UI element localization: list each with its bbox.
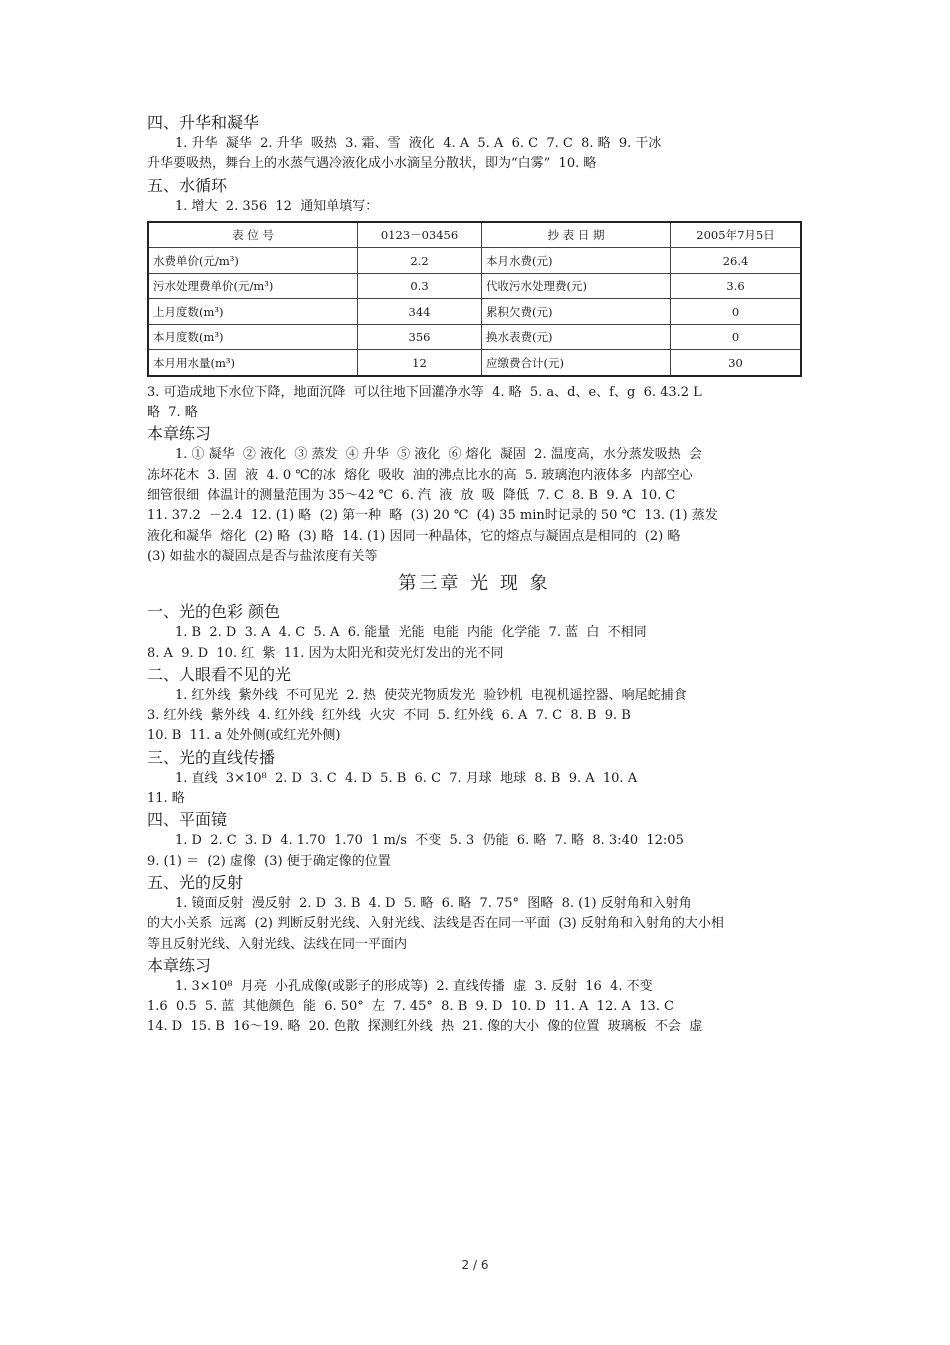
answer-line: 1.6 0.5 5. 蓝 其他颜色 能 6. 50° 左 7. 45° 8. B 9. D 10. D 11. A 12. A 13. C bbox=[147, 999, 674, 1015]
water-bill-table bbox=[147, 221, 802, 377]
page-content bbox=[147, 112, 802, 1038]
section-heading: 四、平面镜 bbox=[147, 810, 228, 830]
section-heading: 本章练习 bbox=[147, 955, 212, 975]
answer-line: 11. 略 bbox=[147, 791, 185, 807]
table-cell: 本月度数(m³) bbox=[148, 324, 358, 350]
answer-line: 1. 增大 2. 356 12 通知单填写： bbox=[175, 198, 379, 214]
table-cell: 换水表费(元) bbox=[482, 324, 671, 350]
section-heading: 五、水循环 bbox=[147, 175, 228, 195]
answer-line: 11. 37.2 －2.4 12. (1) 略 (2) 第一种 略 (3) 20 ℃ (4) 35 min时记录的 50 ℃ 13. (1) 蒸发 bbox=[147, 508, 718, 524]
table-cell: 0123－03456 bbox=[358, 222, 482, 248]
answer-line: 1. 升华 凝华 2. 升华 吸热 3. 霜、雪 液化 4. A 5. A 6. C 7. C 8. 略 9. 干冰 bbox=[175, 136, 662, 151]
answer-line: 1. B 2. D 3. A 4. C 5. A 6. 能量 光能 电能 内能 化学能 7. 蓝 白 不相同 bbox=[175, 625, 647, 641]
table-cell: 代收污水处理费(元) bbox=[482, 273, 671, 299]
table-cell: 2.2 bbox=[358, 248, 482, 274]
answer-line: (3) 如盐水的凝固点是否与盐浓度有关等 bbox=[147, 548, 378, 564]
table-cell: 本月用水量(m³) bbox=[148, 350, 358, 376]
answer-line: 1. 镜面反射 漫反射 2. D 3. B 4. D 5. 略 6. 略 7. 75° 图略 8. (1) 反射角和入射角 bbox=[175, 895, 692, 911]
chapter-title: 第三章 光 现 象 bbox=[398, 573, 551, 595]
section-heading: 一、光的色彩 颜色 bbox=[147, 602, 281, 622]
table-cell: 344 bbox=[358, 299, 482, 325]
table-cell: 30 bbox=[671, 350, 802, 376]
answer-line: 略 7. 略 bbox=[147, 405, 198, 421]
section-heading: 三、光的直线传播 bbox=[147, 747, 276, 767]
table-cell: 累积欠费(元) bbox=[482, 299, 671, 325]
table-cell: 26.4 bbox=[671, 248, 802, 274]
table-cell: 水费单价(元/m³) bbox=[148, 248, 358, 274]
table-cell: 污水处理费单价(元/m³) bbox=[148, 273, 358, 299]
answer-line: 10. B 11. a 处外侧(或红光外侧) bbox=[147, 728, 341, 744]
answer-line: 1. 红外线 紫外线 不可见光 2. 热 使荧光物质发光 验钞机 电视机遥控器、响尾蛇捕食 bbox=[175, 687, 687, 703]
answer-line: 9. (1) ＝ (2) 虚像 (3) 便于确定像的位置 bbox=[147, 853, 391, 869]
answer-line: 液化和凝华 熔化 (2) 略 (3) 略 14. (1) 因同一种晶体，它的熔点与凝固点是相同的 (2) 略 bbox=[147, 528, 681, 544]
answer-line: 1. D 2. C 3. D 4. 1.70 1.70 1 m/s 不变 5. 3 仍能 6. 略 7. 略 8. 3:40 12:05 bbox=[175, 833, 684, 849]
table-cell: 应缴费合计(元) bbox=[482, 350, 671, 376]
table-cell: 0 bbox=[671, 324, 802, 350]
answer-line: 1. 3×10⁸ 月亮 小孔成像(或影子的形成等) 2. 直线传播 虚 3. 反射 16 4. 不变 bbox=[175, 978, 653, 994]
section-heading: 二、人眼看不见的光 bbox=[147, 664, 292, 684]
table-cell: 本月水费(元) bbox=[482, 248, 671, 274]
table-row bbox=[148, 299, 801, 325]
answer-line: 的大小关系 远离 (2) 判断反射光线、入射光线、法线是否在同一平面 (3) 反射角和入射角的大小相 bbox=[147, 916, 724, 932]
section-heading: 四、升华和凝华 bbox=[147, 113, 260, 132]
table-row bbox=[148, 273, 801, 299]
table-row bbox=[148, 222, 801, 248]
answer-line: 14. D 15. B 16～19. 略 20. 色散 探测红外线 热 21. 像的大小 像的位置 玻璃板 不会 虚 bbox=[147, 1019, 703, 1035]
table-cell: 0.3 bbox=[358, 273, 482, 299]
answer-line: 升华要吸热，舞台上的水蒸气遇冷液化成小水滴呈分散状，即为“白雾” 10. 略 bbox=[147, 156, 597, 172]
page-number: 2 / 6 bbox=[461, 1258, 489, 1272]
table-cell: 356 bbox=[358, 324, 482, 350]
table-cell: 抄 表 日 期 bbox=[482, 222, 671, 248]
table-row bbox=[148, 350, 801, 376]
table-cell: 0 bbox=[671, 299, 802, 325]
answer-line: 等且反射光线、入射光线、法线在同一平面内 bbox=[147, 936, 408, 952]
answer-line: 8. A 9. D 10. 红 紫 11. 因为太阳光和荧光灯发出的光不同 bbox=[147, 645, 504, 661]
table-row bbox=[148, 248, 801, 274]
table-cell: 12 bbox=[358, 350, 482, 376]
section-heading: 本章练习 bbox=[147, 424, 212, 444]
table-cell: 上月度数(m³) bbox=[148, 299, 358, 325]
answer-line: 冻坏花木 3. 固 液 4. 0 ℃的冰 熔化 吸收 油的沸点比水的高 5. 玻璃泡内液体多 内部空心 bbox=[147, 467, 693, 483]
answer-line: 细管很细 体温计的测量范围为 35～42 ℃ 6. 汽 液 放 吸 降低 7. C 8. B 9. A 10. C bbox=[147, 488, 676, 504]
answer-line: 3. 红外线 紫外线 4. 红外线 红外线 火灾 不同 5. 红外线 6. A 7. C 8. B 9. B bbox=[147, 708, 631, 724]
table-cell: 3.6 bbox=[671, 273, 802, 299]
table-row bbox=[148, 324, 801, 350]
section-heading: 五、光的反射 bbox=[147, 872, 244, 892]
answer-line: 3. 可造成地下水位下降，地面沉降 可以往地下回灌净水等 4. 略 5. a、d、e、f、g 6. 43.2 L bbox=[147, 384, 702, 400]
table-cell: 表 位 号 bbox=[148, 222, 358, 248]
answer-line: 1. 直线 3×10⁸ 2. D 3. C 4. D 5. B 6. C 7. 月球 地球 8. B 9. A 10. A bbox=[175, 770, 638, 786]
answer-line: 1. ① 凝华 ② 液化 ③ 蒸发 ④ 升华 ⑤ 液化 ⑥ 熔化 凝固 2. 温度高，水分蒸发吸热 会 bbox=[175, 447, 702, 463]
table-cell: 2005年7月5日 bbox=[671, 222, 802, 248]
